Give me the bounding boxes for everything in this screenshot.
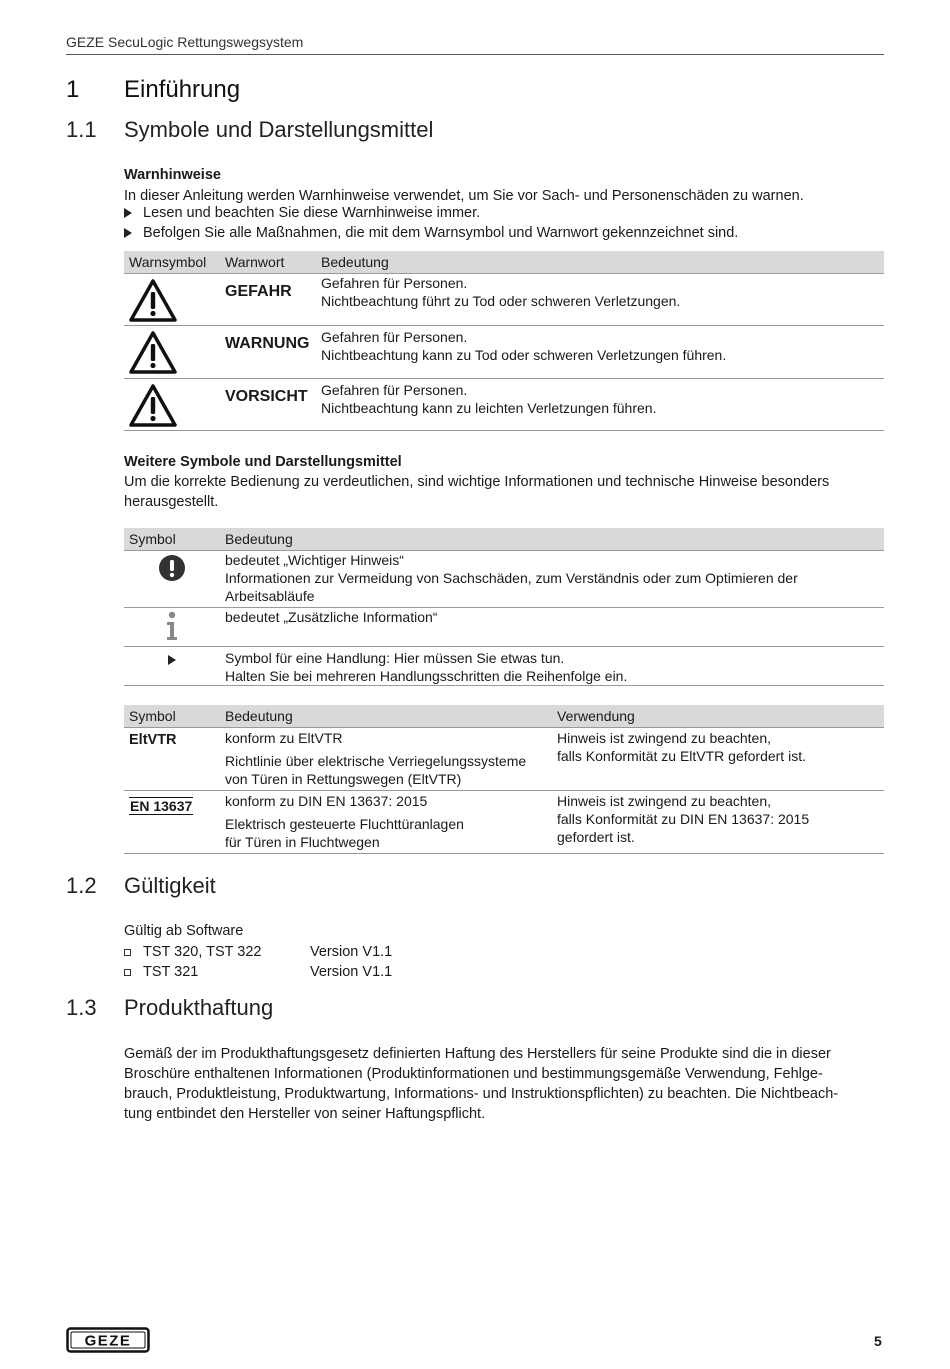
warning-table xyxy=(124,251,884,431)
meaning-line: konform zu EltVTR xyxy=(225,730,343,746)
table-row xyxy=(124,551,884,608)
table-row xyxy=(124,791,884,854)
chapter-number: 1 xyxy=(66,76,80,103)
meaning-line: Nichtbeachtung kann zu leichten Verletzungen führen. xyxy=(321,400,657,416)
action-triangle-icon xyxy=(167,655,177,665)
symbol-table xyxy=(124,528,884,686)
liability-text: Gemäß der im Produkthaftungsgesetz definierten Haftung des Herstellers für seine Produkte sind die in dieser xyxy=(124,1046,831,1062)
meaning-line: Gefahren für Personen. xyxy=(321,382,468,398)
list-item xyxy=(124,962,392,982)
warning-triangle-icon xyxy=(128,330,178,375)
meaning-line: Arbeitsabläufe xyxy=(225,588,315,604)
table-row xyxy=(124,728,884,791)
column-header: Symbol xyxy=(124,705,220,728)
usage-line: Hinweis ist zwingend zu beachten, xyxy=(557,730,772,746)
meaning-line: konform zu DIN EN 13637: 2015 xyxy=(225,793,428,809)
table-header-row xyxy=(124,251,884,274)
meaning-line: Gefahren für Personen. xyxy=(321,275,468,291)
product-name: TST 321 xyxy=(143,964,199,980)
section-number-1-3: 1.3 xyxy=(66,995,97,1020)
table-row xyxy=(124,326,884,379)
header-divider xyxy=(66,54,884,55)
column-header: Warnwort xyxy=(220,251,316,274)
column-header: Warnsymbol xyxy=(124,251,220,274)
product-version: Version V1.1 xyxy=(310,944,393,960)
table-row xyxy=(124,379,884,431)
more-symbols-heading: Weitere Symbole und Darstellungsmittel xyxy=(124,454,402,470)
liability-text: Broschüre enthaltenen Informationen (Produktinformationen und bestimmungsgemäße Verwendung, Fehlge- xyxy=(124,1066,823,1082)
meaning-line: für Türen in Fluchtwegen xyxy=(225,834,380,850)
meaning-line: bedeutet „Wichtiger Hinweis“ xyxy=(225,552,404,568)
list-item xyxy=(124,942,392,962)
warnings-heading: Warnhinweise xyxy=(124,167,221,183)
liability-text: brauch, Produktleistung, Produktwartung, Informations- und Instruktionspflichten) zu beachten. Die Nichtbeach- xyxy=(124,1086,839,1102)
eltvtr-symbol: EltVTR xyxy=(129,732,177,748)
exclamation-circle-icon xyxy=(158,554,186,582)
warning-triangle-icon xyxy=(128,383,178,428)
bullet-item: Lesen und beachten Sie diese Warnhinweise immer. xyxy=(124,205,480,221)
info-icon xyxy=(164,611,180,641)
signal-word: VORSICHT xyxy=(225,388,308,405)
signal-word: WARNUNG xyxy=(225,335,310,352)
meaning-line: Richtlinie über elektrische Verriegelungssysteme xyxy=(225,753,527,769)
table-row xyxy=(124,647,884,686)
running-header: GEZE SecuLogic Rettungswegsystem xyxy=(66,34,304,50)
section-title-1-2: Gültigkeit xyxy=(124,873,216,898)
more-symbols-intro: Um die korrekte Bedienung zu verdeutlichen, sind wichtige Informationen und technische Hinweise besonders xyxy=(124,474,830,490)
usage-line: falls Konformität zu DIN EN 13637: 2015 xyxy=(557,811,810,827)
bullet-item: Befolgen Sie alle Maßnahmen, die mit dem Warnsymbol und Warnwort gekennzeichnet sind. xyxy=(124,225,738,241)
meaning-line: von Türen in Rettungswegen (EltVTR) xyxy=(225,771,462,787)
meaning-line: Symbol für eine Handlung: Hier müssen Sie etwas tun. xyxy=(225,650,565,666)
geze-logo xyxy=(66,1327,150,1353)
section-title-1-1: Symbole und Darstellungsmittel xyxy=(124,117,434,142)
warning-triangle-icon xyxy=(128,278,178,323)
meaning-line: Nichtbeachtung führt zu Tod oder schweren Verletzungen. xyxy=(321,293,681,309)
en-13637-symbol: EN 13637 xyxy=(130,798,193,814)
meaning-line: Nichtbeachtung kann zu Tod oder schweren Verletzungen führen. xyxy=(321,347,727,363)
norm-table xyxy=(124,705,884,854)
meaning-line: Gefahren für Personen. xyxy=(321,329,468,345)
chapter-title: Einführung xyxy=(124,76,241,103)
column-header: Symbol xyxy=(124,528,220,551)
square-bullet-icon xyxy=(124,969,131,976)
column-header: Verwendung xyxy=(552,705,884,728)
validity-intro: Gültig ab Software xyxy=(124,923,244,939)
table-row xyxy=(124,608,884,647)
table-header-row xyxy=(124,528,884,551)
action-triangle-icon xyxy=(124,208,132,218)
usage-line: Hinweis ist zwingend zu beachten, xyxy=(557,793,772,809)
warnings-intro: In dieser Anleitung werden Warnhinweise verwendet, um Sie vor Sach- und Personenschäden zu warnen. xyxy=(124,188,804,204)
column-header: Bedeutung xyxy=(220,705,552,728)
meaning-line: Elektrisch gesteuerte Fluchttüranlagen xyxy=(225,816,464,832)
product-name: TST 320, TST 322 xyxy=(143,944,262,960)
liability-text: tung entbindet den Hersteller von seiner Haftungspflicht. xyxy=(124,1106,486,1122)
section-title-1-3: Produkthaftung xyxy=(124,995,274,1020)
column-header: Bedeutung xyxy=(220,528,884,551)
product-version: Version V1.1 xyxy=(310,964,393,980)
usage-line: falls Konformität zu EltVTR gefordert ist. xyxy=(557,748,806,764)
square-bullet-icon xyxy=(124,949,131,956)
section-number-1-1: 1.1 xyxy=(66,117,97,142)
logo-text: GEZE xyxy=(84,1332,132,1350)
meaning-line: Informationen zur Vermeidung von Sachschäden, zum Verständnis oder zum Optimieren der xyxy=(225,570,798,586)
action-triangle-icon xyxy=(124,228,132,238)
section-number-1-2: 1.2 xyxy=(66,873,97,898)
signal-word: GEFAHR xyxy=(225,283,292,300)
meaning-line: bedeutet „Zusätzliche Information“ xyxy=(225,609,438,625)
more-symbols-intro: herausgestellt. xyxy=(124,494,219,510)
table-header-row xyxy=(124,705,884,728)
table-row xyxy=(124,274,884,326)
column-header: Bedeutung xyxy=(316,251,884,274)
usage-line: gefordert ist. xyxy=(557,829,635,845)
meaning-line: Halten Sie bei mehreren Handlungsschritten die Reihenfolge ein. xyxy=(225,668,628,684)
page-number: 5 xyxy=(874,1333,882,1349)
